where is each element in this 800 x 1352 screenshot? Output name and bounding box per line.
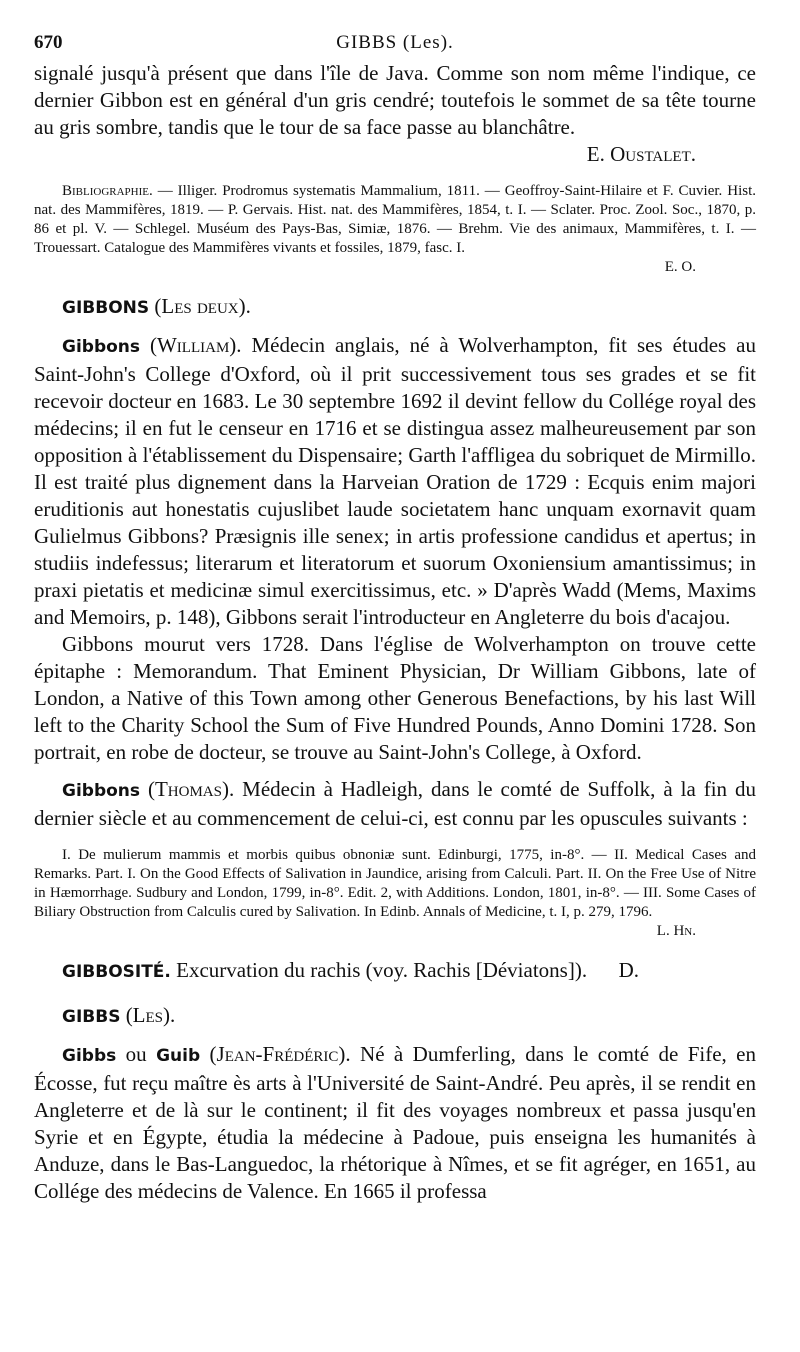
bibliography-signature: E. O. — [664, 259, 696, 275]
person-name: (Thomas). — [140, 777, 235, 801]
person-name: (Jean-Frédéric). — [200, 1042, 351, 1066]
works-list: I. De mulierum mammis et morbis quibus obnoniæ sunt. Edinburgi, 1775, in-8°. — II. Medical Cases and Remarks. Part. I. On the Good Effects of Salivation in Jaundice, arising from Calculi. Part. II. On the Free Use of Nitre in Hæmorrhage. Sudbury and London, 1799, in-8°. Edit. 2, with Additions. London, 1801, in-8°. — III. Some Cases of Biliary Obstruction from Calculis cured by Salivation. In Edinb. Annals of Medicine, t. I, p. 279, 1796. — [34, 847, 756, 920]
bibliography-text: — Illiger. Prodromus systematis Mammalium, 1811. — Geoffroy-Saint-Hilaire et F. Cuvier. Hist. nat. des Mammifères, 1819. — P. Gervais. Hist. nat. des Mammifères, 1854, t. I. — Sclater. Proc. Zool. Soc., 1870, p. 86 et pl. V. — Schlegel. Muséum des Pays-Bas, Simiæ, 1876. — Brehm. Vie des animaux, Mammifères, t. I. — Trouessart. Catalogue des Mammifères vivants et fossiles, 1879, fasc. I. — [34, 183, 756, 256]
entry-heading-rest: (Les). — [120, 1003, 176, 1027]
entry-headword-alt: Guib — [156, 1046, 201, 1066]
entry-text: Né à Dumferling, dans le comté de Fife, en Écosse, fut reçu maître ès arts à l'Université de Saint-André. Peu après, il se rendit en Angleterre et de là sur le continent; il fit des voyages nombreux et passa jusqu'en Syrie et en Égypte, étudia la médecine à Padoue, puis enseigna les humanités à Anduze, dans le Bas-Languedoc, la rhétorique à Nîmes, et se fit agréger, en 1651, au Collége des médecins de Valence. En 1665 il professa — [34, 1042, 757, 1203]
entry-gibbosite — [34, 957, 756, 986]
page-number: 670 — [34, 32, 63, 53]
entry-text: Médecin anglais, né à Wolverhampton, fit ses études au Saint-John's College d'Oxford, où il prit successivement tous ses grades et se fit recevoir docteur en 1683. Le 30 septembre 1692 il devint fellow du Collége royal des médecins; il en fut le censeur en 1716 et se distingua assez malheureusement par son opposition à l'établissement du Dispensaire; Garth l'affligea du sobriquet de Mirmillo. Il est traité plus dignement dans la Harveian Oration de 1729 : Ecquis enim majori eruditionis aut honestatis cujuslibet laude societatem hanc unquam exornavit quam Gulielmus Gibbons? Præsignis ille senex; in artis professione candidus et apertus; in studiis indefessus; literarum et literatorum et suorum Oxoniensium amantissimus; in praxi pietatis et medicinæ simul exercitissimus, etc. » D'après Wadd (Mems, Maxims and Memoirs, p. 148), Gibbons serait l'introducteur en Angleterre du bois d'acajou. — [34, 333, 756, 629]
running-title: GIBBS (Les). — [336, 32, 454, 53]
bibliography — [34, 182, 756, 258]
entry-headword: Gibbons — [62, 781, 141, 801]
entry-headword: GIBBOSITÉ. — [62, 962, 171, 982]
works-signature: L. Hn. — [656, 923, 696, 939]
intro-paragraph: signalé jusqu'à présent que dans l'île de Java. Comme son nom même l'indique, ce dernier Gibbon est en général d'un gris cendré; toutefois le sommet de sa tête tourne au gris sombre, tandis que le tour de sa face passe au blanchâtre. — [34, 61, 756, 139]
person-name: (William). — [140, 333, 242, 357]
entry-headword: Gibbons — [62, 337, 141, 357]
entry-gibbons-thomas — [34, 776, 756, 832]
conjunction: ou — [116, 1042, 157, 1066]
entry-text: Médecin à Hadleigh, dans le comté de Suffolk, à la fin du dernier siècle et au commencement de celui-ci, est connu par les opuscules suivants : — [34, 777, 756, 830]
bibliography-label: Bibliographie. — [62, 183, 153, 199]
entry-headword: GIBBS — [62, 1007, 121, 1027]
entry-headword: GIBBONS — [62, 298, 150, 318]
entry-text: Excurvation du rachis (voy. Rachis [Déviatons]). — [170, 958, 588, 982]
entry-signature: D. — [618, 958, 639, 982]
entry-gibbons-william — [34, 332, 756, 631]
entry-gibbs-jean-frederic — [34, 1041, 756, 1205]
entry-gibbs-les — [34, 1002, 756, 1031]
entry-gibbons-william-paragraph-2: Gibbons mourut vers 1728. Dans l'église de Wolverhampton on trouve cette épitaphe : Memorandum. That Eminent Physician, Dr William Gibbons, late of London, a Native of this Town among other Generous Benefactions, by his last Will left to the Charity School the Sum of Five Hundred Pounds, Anno Domini 1728. Son portrait, en robe de docteur, se trouve au Saint-John's College, à Oxford. — [34, 632, 756, 764]
entry-heading-rest: (Les deux). — [149, 294, 251, 318]
page-header — [34, 26, 756, 60]
entry-headword: Gibbs — [62, 1046, 117, 1066]
entry-gibbons-les-deux — [34, 293, 756, 322]
intro-signature: E. Oustalet. — [586, 142, 696, 166]
